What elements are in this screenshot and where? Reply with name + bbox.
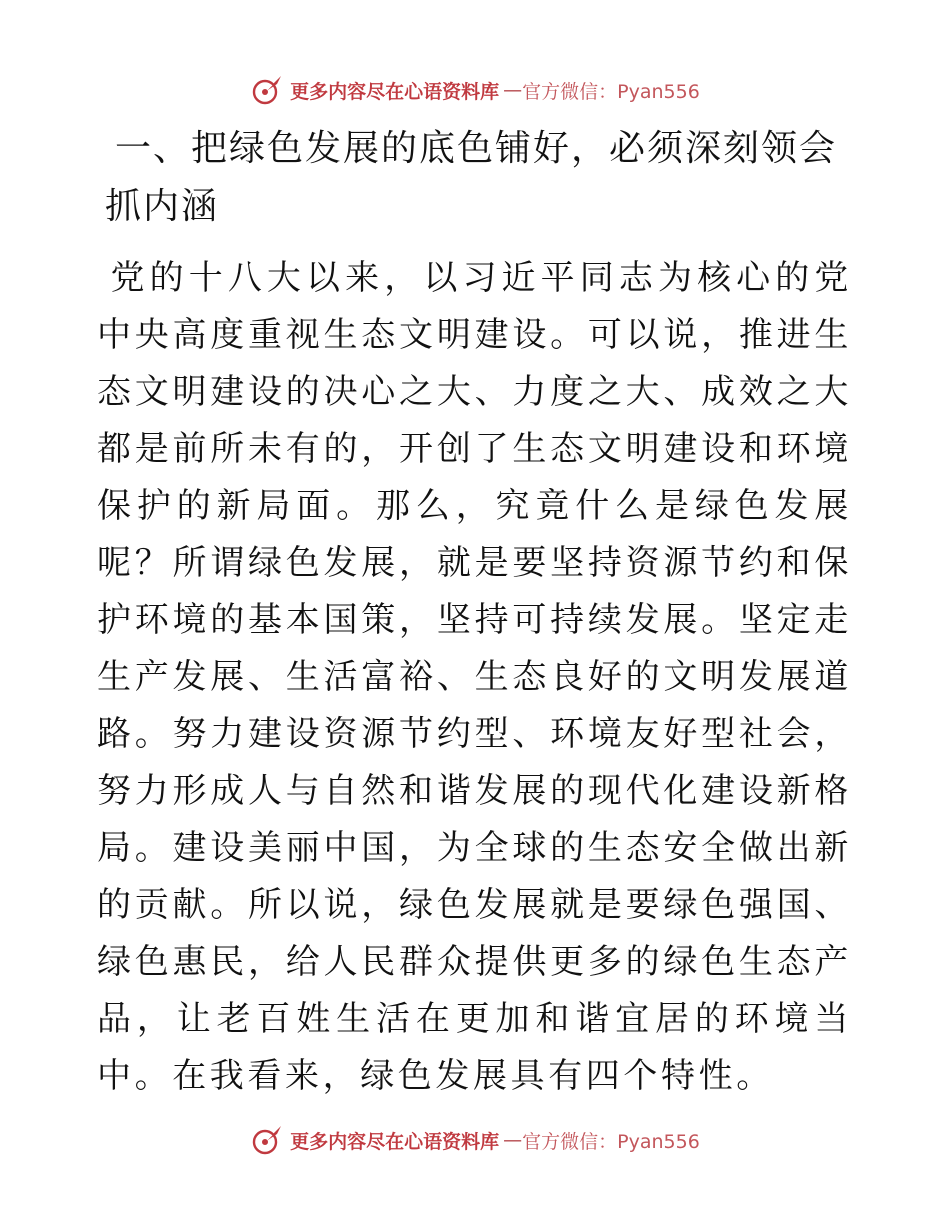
body-paragraph-text: 党的十八大以来，以习近平同志为核心的党中央高度重视生态文明建设。可以说，推进生态文明建设的决心之大、力度之大、成效之大都是前所未有的，开创了生态文明建设和环境保护的新局面。那么，究竟什么是绿色发展呢？所谓绿色发展，就是要坚持资源节约和保护环境的基本国策，坚持可持续发展。坚定走生产发展、生活富裕、生态良好的文明发展道路。努力建设资源节约型、环境友好型社会，努力形成人与自然和谐发展的现代化建设新格局。建设美丽中国，为全球的生态安全做出新的贡献。所以说，绿色发展就是要绿色强国、绿色惠民，给人民群众提供更多的绿色生态产品，让老百姓生活在更加和谐宜居的环境当中。在我看来，绿色发展具有四个特性。: [97, 258, 852, 1096]
body-paragraph: [97, 250, 852, 1105]
banner-main-text: 更多内容尽在心语资料库: [290, 80, 500, 103]
quill-pen-logo-icon: [250, 73, 284, 107]
banner-wechat-text: 官方微信：Pyan556: [522, 80, 700, 103]
footer-banner: [0, 1120, 950, 1160]
quill-pen-logo-icon: [250, 1123, 284, 1157]
section-heading-text: 一、把绿色发展的底色铺好，必须深刻领会抓内涵: [105, 128, 838, 227]
banner-separator: —: [503, 1129, 523, 1151]
banner-separator: —: [503, 79, 523, 101]
banner-wechat-text: 官方微信：Pyan556: [522, 1130, 700, 1153]
header-banner: [0, 70, 950, 110]
section-heading: [105, 120, 865, 236]
banner-main-text: 更多内容尽在心语资料库: [290, 1130, 500, 1153]
